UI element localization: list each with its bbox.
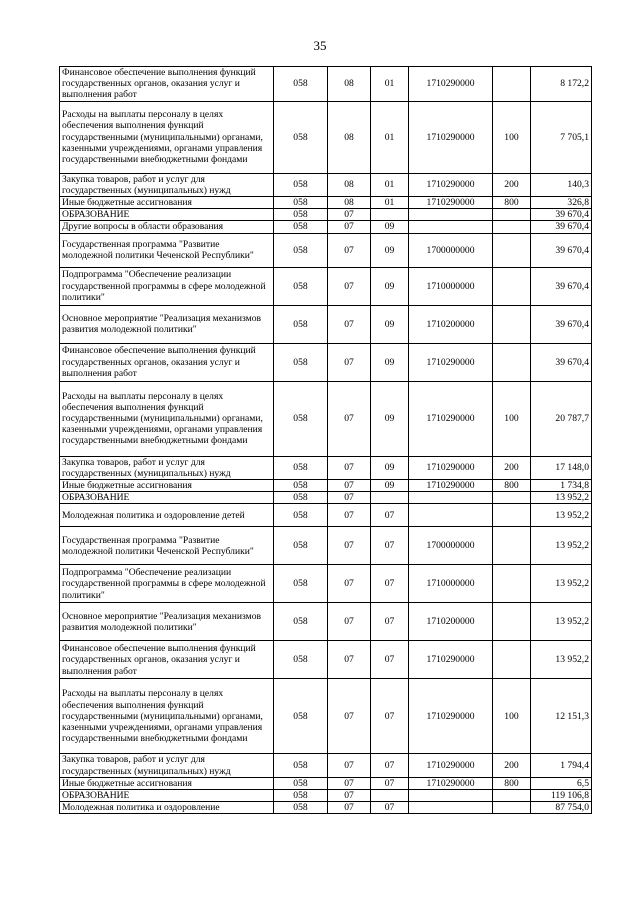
table-row bbox=[60, 790, 592, 802]
row-subsection-code: 07 bbox=[371, 754, 409, 777]
row-section-code: 08 bbox=[328, 101, 371, 173]
row-amount: 1 794,4 bbox=[531, 754, 592, 777]
table-row bbox=[60, 233, 592, 267]
row-section-code: 07 bbox=[328, 221, 371, 233]
row-admin-code: 058 bbox=[274, 777, 328, 789]
row-subsection-code: 01 bbox=[371, 173, 409, 196]
row-amount: 13 952,2 bbox=[531, 492, 592, 504]
row-admin-code: 058 bbox=[274, 641, 328, 679]
row-target-code: 1710290000 bbox=[409, 381, 493, 456]
row-expense-type: 100 bbox=[493, 679, 531, 754]
row-admin-code: 058 bbox=[274, 381, 328, 456]
row-target-code: 1710000000 bbox=[409, 565, 493, 603]
row-amount: 39 670,4 bbox=[531, 209, 592, 221]
row-target-code: 1710290000 bbox=[409, 101, 493, 173]
row-name: Иные бюджетные ассигнования bbox=[60, 777, 274, 789]
row-target-code bbox=[409, 802, 493, 814]
row-admin-code: 058 bbox=[274, 343, 328, 381]
row-amount: 6,5 bbox=[531, 777, 592, 789]
row-subsection-code: 01 bbox=[371, 101, 409, 173]
row-amount: 13 952,2 bbox=[531, 504, 592, 527]
row-admin-code: 058 bbox=[274, 221, 328, 233]
row-name: Молодежная политика и оздоровление детей bbox=[60, 504, 274, 527]
row-name: Основное мероприятие "Реализация механизмов развития молодежной политики" bbox=[60, 603, 274, 641]
row-section-code: 07 bbox=[328, 679, 371, 754]
row-expense-type bbox=[493, 565, 531, 603]
row-admin-code: 058 bbox=[274, 492, 328, 504]
row-expense-type bbox=[493, 305, 531, 343]
row-target-code: 1710000000 bbox=[409, 267, 493, 305]
table-row bbox=[60, 101, 592, 173]
row-admin-code: 058 bbox=[274, 565, 328, 603]
row-subsection-code: 09 bbox=[371, 480, 409, 492]
table-row bbox=[60, 173, 592, 196]
row-name: Закупка товаров, работ и услуг для государственных (муниципальных) нужд bbox=[60, 173, 274, 196]
row-target-code: 1710290000 bbox=[409, 173, 493, 196]
row-expense-type bbox=[493, 67, 531, 102]
row-admin-code: 058 bbox=[274, 679, 328, 754]
table-row bbox=[60, 527, 592, 565]
row-subsection-code: 01 bbox=[371, 67, 409, 102]
row-expense-type bbox=[493, 504, 531, 527]
row-subsection-code: 07 bbox=[371, 504, 409, 527]
row-section-code: 07 bbox=[328, 754, 371, 777]
row-section-code: 07 bbox=[328, 790, 371, 802]
table-row bbox=[60, 209, 592, 221]
row-target-code bbox=[409, 790, 493, 802]
row-subsection-code: 07 bbox=[371, 777, 409, 789]
row-section-code: 07 bbox=[328, 343, 371, 381]
row-section-code: 07 bbox=[328, 480, 371, 492]
row-subsection-code: 09 bbox=[371, 267, 409, 305]
row-target-code: 1710290000 bbox=[409, 456, 493, 479]
row-subsection-code: 07 bbox=[371, 679, 409, 754]
row-expense-type bbox=[493, 527, 531, 565]
row-name: Финансовое обеспечение выполнения функций государственных органов, оказания услуг и выполнения работ bbox=[60, 343, 274, 381]
row-name: Подпрограмма "Обеспечение реализации государственной программы в сфере молодежной политики" bbox=[60, 267, 274, 305]
row-amount: 17 148,0 bbox=[531, 456, 592, 479]
row-expense-type bbox=[493, 802, 531, 814]
row-name: Расходы на выплаты персоналу в целях обеспечения выполнения функций государственными (муниципальными) органами, казенными учреждениями, органами управления государственными внебюджетными фондами bbox=[60, 381, 274, 456]
row-section-code: 07 bbox=[328, 456, 371, 479]
row-name: Молодежная политика и оздоровление bbox=[60, 802, 274, 814]
row-name: Подпрограмма "Обеспечение реализации государственной программы в сфере молодежной политики" bbox=[60, 565, 274, 603]
row-target-code: 1710290000 bbox=[409, 641, 493, 679]
row-admin-code: 058 bbox=[274, 790, 328, 802]
row-target-code bbox=[409, 221, 493, 233]
row-target-code: 1710290000 bbox=[409, 679, 493, 754]
row-amount: 326,8 bbox=[531, 197, 592, 209]
row-expense-type bbox=[493, 221, 531, 233]
row-expense-type bbox=[493, 233, 531, 267]
row-section-code: 07 bbox=[328, 381, 371, 456]
table-row bbox=[60, 343, 592, 381]
row-subsection-code: 09 bbox=[371, 343, 409, 381]
row-section-code: 08 bbox=[328, 67, 371, 102]
row-subsection-code bbox=[371, 492, 409, 504]
table-row bbox=[60, 641, 592, 679]
row-expense-type: 800 bbox=[493, 480, 531, 492]
row-amount: 8 172,2 bbox=[531, 67, 592, 102]
row-target-code: 1710290000 bbox=[409, 67, 493, 102]
row-subsection-code: 07 bbox=[371, 641, 409, 679]
row-target-code bbox=[409, 504, 493, 527]
row-name: Финансовое обеспечение выполнения функций государственных органов, оказания услуг и выполнения работ bbox=[60, 641, 274, 679]
row-expense-type bbox=[493, 641, 531, 679]
row-amount: 7 705,1 bbox=[531, 101, 592, 173]
row-subsection-code bbox=[371, 790, 409, 802]
row-amount: 39 670,4 bbox=[531, 267, 592, 305]
row-expense-type bbox=[493, 343, 531, 381]
row-subsection-code: 09 bbox=[371, 233, 409, 267]
table-row bbox=[60, 67, 592, 102]
row-subsection-code: 01 bbox=[371, 197, 409, 209]
row-target-code: 1710290000 bbox=[409, 754, 493, 777]
row-amount: 13 952,2 bbox=[531, 527, 592, 565]
row-section-code: 07 bbox=[328, 802, 371, 814]
row-target-code: 1710200000 bbox=[409, 603, 493, 641]
row-section-code: 07 bbox=[328, 492, 371, 504]
row-amount: 1 734,8 bbox=[531, 480, 592, 492]
table-row bbox=[60, 480, 592, 492]
row-expense-type: 800 bbox=[493, 777, 531, 789]
budget-table bbox=[59, 66, 592, 814]
table-row bbox=[60, 197, 592, 209]
row-section-code: 07 bbox=[328, 603, 371, 641]
row-admin-code: 058 bbox=[274, 197, 328, 209]
row-name: ОБРАЗОВАНИЕ bbox=[60, 492, 274, 504]
row-name: ОБРАЗОВАНИЕ bbox=[60, 209, 274, 221]
row-name: Закупка товаров, работ и услуг для государственных (муниципальных) нужд bbox=[60, 456, 274, 479]
row-target-code: 1710290000 bbox=[409, 197, 493, 209]
row-subsection-code: 07 bbox=[371, 527, 409, 565]
row-admin-code: 058 bbox=[274, 67, 328, 102]
row-name: Государственная программа "Развитие молодежной политики Чеченской Республики" bbox=[60, 527, 274, 565]
row-expense-type: 200 bbox=[493, 456, 531, 479]
row-target-code: 1710200000 bbox=[409, 305, 493, 343]
table-row bbox=[60, 603, 592, 641]
row-subsection-code: 07 bbox=[371, 603, 409, 641]
page-number: 35 bbox=[313, 38, 327, 53]
row-amount: 140,3 bbox=[531, 173, 592, 196]
row-name: Иные бюджетные ассигнования bbox=[60, 480, 274, 492]
row-admin-code: 058 bbox=[274, 456, 328, 479]
row-section-code: 07 bbox=[328, 777, 371, 789]
row-target-code bbox=[409, 492, 493, 504]
row-subsection-code: 09 bbox=[371, 305, 409, 343]
row-subsection-code: 09 bbox=[371, 456, 409, 479]
row-amount: 39 670,4 bbox=[531, 233, 592, 267]
row-name: Основное мероприятие "Реализация механизмов развития молодежной политики" bbox=[60, 305, 274, 343]
row-section-code: 07 bbox=[328, 233, 371, 267]
row-name: Расходы на выплаты персоналу в целях обеспечения выполнения функций государственными (муниципальными) органами, казенными учреждениями, органами управления государственными внебюджетными фондами bbox=[60, 101, 274, 173]
row-amount: 39 670,4 bbox=[531, 305, 592, 343]
row-section-code: 07 bbox=[328, 527, 371, 565]
row-name: Государственная программа "Развитие молодежной политики Чеченской Республики" bbox=[60, 233, 274, 267]
row-target-code: 1700000000 bbox=[409, 233, 493, 267]
row-subsection-code: 07 bbox=[371, 802, 409, 814]
table-row bbox=[60, 777, 592, 789]
row-amount: 87 754,0 bbox=[531, 802, 592, 814]
row-target-code: 1700000000 bbox=[409, 527, 493, 565]
row-expense-type: 100 bbox=[493, 381, 531, 456]
table-row bbox=[60, 381, 592, 456]
row-name: ОБРАЗОВАНИЕ bbox=[60, 790, 274, 802]
row-amount: 13 952,2 bbox=[531, 641, 592, 679]
row-section-code: 07 bbox=[328, 565, 371, 603]
row-amount: 20 787,7 bbox=[531, 381, 592, 456]
row-target-code bbox=[409, 209, 493, 221]
row-admin-code: 058 bbox=[274, 754, 328, 777]
table-row bbox=[60, 504, 592, 527]
table-row bbox=[60, 679, 592, 754]
row-admin-code: 058 bbox=[274, 504, 328, 527]
row-target-code: 1710290000 bbox=[409, 343, 493, 381]
row-expense-type bbox=[493, 209, 531, 221]
row-subsection-code bbox=[371, 209, 409, 221]
row-admin-code: 058 bbox=[274, 267, 328, 305]
row-amount: 13 952,2 bbox=[531, 603, 592, 641]
row-subsection-code: 07 bbox=[371, 565, 409, 603]
row-section-code: 07 bbox=[328, 641, 371, 679]
row-admin-code: 058 bbox=[274, 173, 328, 196]
table-row bbox=[60, 221, 592, 233]
row-admin-code: 058 bbox=[274, 209, 328, 221]
row-admin-code: 058 bbox=[274, 480, 328, 492]
table-row bbox=[60, 456, 592, 479]
row-section-code: 07 bbox=[328, 305, 371, 343]
table-row bbox=[60, 754, 592, 777]
row-amount: 119 106,8 bbox=[531, 790, 592, 802]
row-section-code: 07 bbox=[328, 267, 371, 305]
table-row bbox=[60, 565, 592, 603]
row-target-code: 1710290000 bbox=[409, 480, 493, 492]
row-target-code: 1710290000 bbox=[409, 777, 493, 789]
row-section-code: 07 bbox=[328, 209, 371, 221]
table-row bbox=[60, 492, 592, 504]
row-expense-type: 200 bbox=[493, 173, 531, 196]
row-expense-type bbox=[493, 603, 531, 641]
budget-table-body bbox=[60, 67, 592, 814]
row-name: Финансовое обеспечение выполнения функций государственных органов, оказания услуг и выполнения работ bbox=[60, 67, 274, 102]
row-expense-type bbox=[493, 492, 531, 504]
row-name: Иные бюджетные ассигнования bbox=[60, 197, 274, 209]
row-expense-type: 200 bbox=[493, 754, 531, 777]
row-section-code: 08 bbox=[328, 173, 371, 196]
row-admin-code: 058 bbox=[274, 233, 328, 267]
table-row bbox=[60, 802, 592, 814]
table-row bbox=[60, 267, 592, 305]
row-name: Другие вопросы в области образования bbox=[60, 221, 274, 233]
table-row bbox=[60, 305, 592, 343]
row-admin-code: 058 bbox=[274, 101, 328, 173]
row-section-code: 07 bbox=[328, 504, 371, 527]
row-amount: 39 670,4 bbox=[531, 221, 592, 233]
row-admin-code: 058 bbox=[274, 527, 328, 565]
row-admin-code: 058 bbox=[274, 802, 328, 814]
row-expense-type bbox=[493, 790, 531, 802]
row-name: Закупка товаров, работ и услуг для государственных (муниципальных) нужд bbox=[60, 754, 274, 777]
row-section-code: 08 bbox=[328, 197, 371, 209]
row-subsection-code: 09 bbox=[371, 381, 409, 456]
row-amount: 13 952,2 bbox=[531, 565, 592, 603]
row-amount: 39 670,4 bbox=[531, 343, 592, 381]
row-name: Расходы на выплаты персоналу в целях обеспечения выполнения функций государственными (муниципальными) органами, казенными учреждениями, органами управления государственными внебюджетными фондами bbox=[60, 679, 274, 754]
row-amount: 12 151,3 bbox=[531, 679, 592, 754]
row-admin-code: 058 bbox=[274, 305, 328, 343]
row-expense-type bbox=[493, 267, 531, 305]
row-expense-type: 800 bbox=[493, 197, 531, 209]
row-admin-code: 058 bbox=[274, 603, 328, 641]
row-expense-type: 100 bbox=[493, 101, 531, 173]
row-subsection-code: 09 bbox=[371, 221, 409, 233]
